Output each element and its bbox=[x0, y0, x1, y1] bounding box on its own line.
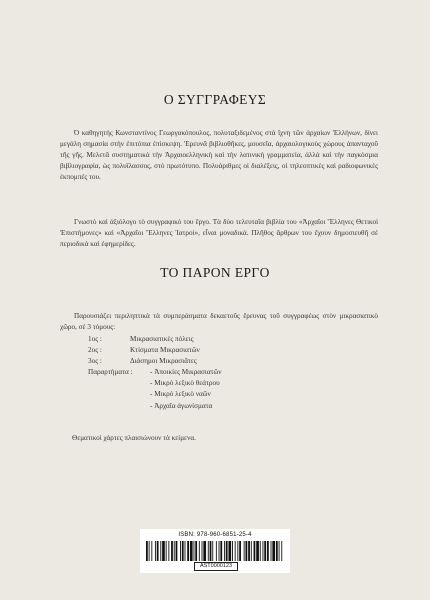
barcode-bar bbox=[281, 541, 282, 561]
volume-list bbox=[88, 334, 378, 412]
barcode-bar bbox=[149, 541, 150, 561]
appendices-label: Παραρτήματα : bbox=[88, 368, 133, 377]
barcode-bar bbox=[262, 541, 263, 561]
volume-title: Μικρασιατικὲς πόλεις bbox=[130, 335, 194, 343]
work-intro: Παρουσιάζει περιληπτικὰ τὰ συμπεράσματα δεκαετοῦς ἔρευνας τοῦ συγγραφέως στὸν μικρασιατικὸ χῶρο, σὲ 3 τόμους: bbox=[60, 312, 378, 332]
volume-item bbox=[88, 356, 378, 367]
appendix-item: - Μικρὸ λεξικὸ θεάτρου bbox=[150, 379, 220, 388]
barcode-bar bbox=[185, 541, 186, 561]
barcode-bar bbox=[182, 541, 184, 561]
barcode-bar bbox=[190, 541, 193, 561]
appendix-item: - Ἀρχαῖα ἀγωνίσματα bbox=[150, 401, 213, 410]
barcode-bar bbox=[220, 541, 222, 561]
barcode-bar bbox=[146, 541, 148, 561]
barcode-bar bbox=[226, 541, 228, 561]
barcode-bar bbox=[235, 541, 236, 561]
barcode-bar bbox=[193, 541, 194, 561]
author-paragraph-2: Γνωστὸ καὶ ἀξιόλογο τὸ συγγραφικό του ἔργο. Τὰ δύο τελευταῖα βιβλία του «Ἀρχαῖοι Ἕλληνες Θετικοὶ Ἐπιστήμονες» καὶ «Ἀρχαῖοι Ἕλληνες Ἰατροί», εἶναι μοναδικά. Πλῆθος ἄρθρων του ἔχουν δημοσιευθῆ σὲ περιοδικὰ καὶ ἐφημερίδες. bbox=[60, 218, 378, 249]
barcode-bar bbox=[187, 541, 189, 561]
barcode-label bbox=[140, 529, 290, 573]
barcode-bar bbox=[276, 541, 278, 561]
barcode-bar bbox=[212, 541, 213, 561]
author-paragraph-1: Ό καθηγητής Κωνσταντίνος Γεωργακόπουλος, πολυταξιδεμένος στὰ ἴχνη τῶν ἀρχαίων Ἑλλήνων, δίνει μεγάλη σημασία στὴν ἐπιτόπια ἐπίσκεψη. Ἐρευνᾶ βιβλιοθῆκες, μουσεῖα, ἀρχαιολογικοὺς χώρους ἁπανταχοῦ τῆς γῆς. Μελετᾶ συστηματικὰ τὴν Ἀρχαιοελληνικὴ καὶ τὴν λατινικὴ γραμματεία, ἀλλὰ καὶ τὴν παγκόσμια βιβλιογραφία, ὡς πολυΐλασσος, στὸ πρωτότυπο. Πολυάριθμες οἱ διαλέξεις, οἱ τηλεοπτικὲς καὶ ραδιοφωνικὲς ἐκπομπές του. bbox=[60, 129, 378, 182]
appendix-item: - Ἀποικίες Μικρασιατῶν bbox=[150, 368, 222, 377]
barcode-bar bbox=[267, 541, 269, 561]
barcode-bar bbox=[248, 541, 250, 561]
barcode-bar bbox=[210, 541, 212, 561]
barcode-bar bbox=[151, 541, 152, 561]
maps-note: Θεματικοὶ χάρτες πλαισιώνουν τὰ κείμενα. bbox=[72, 434, 196, 442]
barcode-bar bbox=[155, 541, 156, 561]
appendices-row bbox=[88, 367, 378, 378]
barcode-bar bbox=[279, 541, 280, 561]
volume-title: Διάσημοι Μικρασιᾶτες bbox=[130, 357, 197, 366]
barcode-bar bbox=[174, 541, 175, 561]
barcode-bar bbox=[251, 541, 252, 561]
barcode-bar bbox=[195, 541, 197, 561]
barcode-bar bbox=[157, 541, 159, 561]
barcode-bar bbox=[232, 541, 233, 561]
volume-item bbox=[88, 345, 378, 356]
volume-item bbox=[88, 334, 378, 345]
barcode-bar bbox=[168, 541, 169, 561]
barcode-bar bbox=[171, 541, 173, 561]
sku-code: AST0000123 bbox=[194, 562, 238, 571]
appendix-item: - Μικρὸ λεξικὸ ναῶν bbox=[150, 390, 211, 399]
barcode-bar bbox=[260, 541, 261, 561]
barcode-bar bbox=[180, 541, 181, 561]
work-section-title: ΤΟ ΠΑΡΟΝ ΕΡΓΟ bbox=[160, 265, 270, 280]
barcode-bar bbox=[224, 541, 225, 561]
barcode-bar bbox=[166, 541, 167, 561]
barcode-bar bbox=[264, 541, 266, 561]
barcode-bar bbox=[176, 541, 178, 561]
barcode-bar bbox=[199, 541, 200, 561]
barcode-bar bbox=[162, 541, 165, 561]
volume-number: 3ος : bbox=[88, 357, 102, 366]
barcode-bar bbox=[219, 541, 220, 561]
barcode-bar bbox=[160, 541, 161, 561]
barcode-bar bbox=[228, 541, 231, 561]
barcode-bar bbox=[256, 541, 259, 561]
barcode-bar bbox=[239, 541, 241, 561]
barcode-bar bbox=[202, 541, 203, 561]
barcode-bar bbox=[244, 541, 245, 561]
barcode-bar bbox=[216, 541, 217, 561]
barcode-bar bbox=[203, 541, 206, 561]
barcode-bars bbox=[146, 541, 284, 561]
isbn-text: ISBN: 978-960-6851-25-4 bbox=[178, 532, 252, 538]
barcode-bar bbox=[208, 541, 209, 561]
barcode-bar bbox=[254, 541, 256, 561]
barcode-bar bbox=[237, 541, 238, 561]
volume-number: 1ος : bbox=[88, 335, 102, 343]
volume-number: 2ος : bbox=[88, 346, 102, 355]
barcode-bar bbox=[272, 541, 275, 561]
barcode-bar bbox=[245, 541, 247, 561]
barcode-bar bbox=[271, 541, 272, 561]
author-section-title: Ο ΣΥΓΓΡΑΦΕΥΣ bbox=[163, 92, 267, 107]
volume-title: Κτίσματα Μικρασιατῶν bbox=[130, 346, 200, 355]
